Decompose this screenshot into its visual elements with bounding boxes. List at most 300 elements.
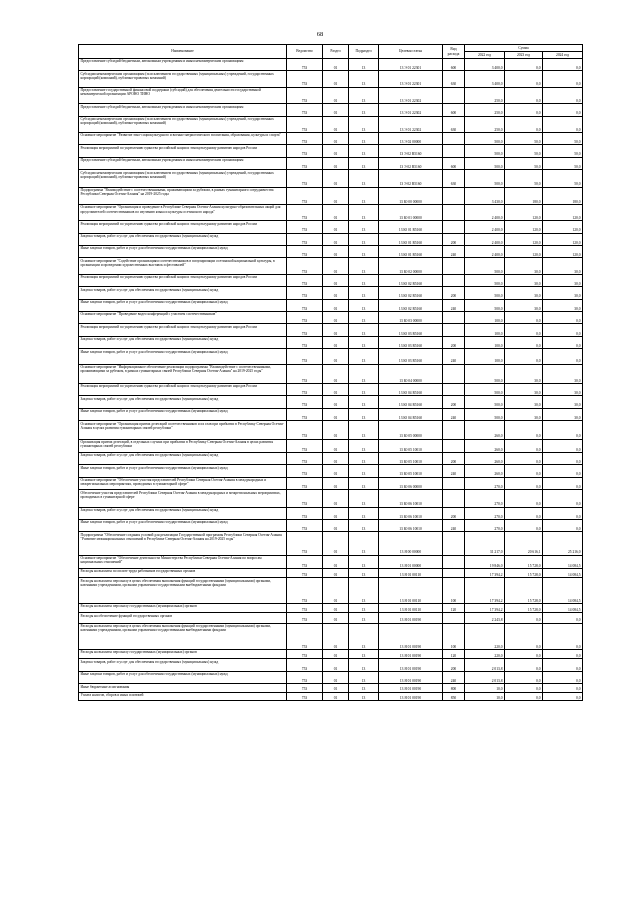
- table-row: [79, 383, 583, 395]
- cell-razdel: 01: [323, 274, 349, 286]
- header-2022: 2022 год: [465, 52, 505, 59]
- header-ved: Ведомство: [287, 45, 323, 59]
- cell-2023: 50,0: [505, 132, 543, 144]
- cell-csr: 13 Э 01 22301: [379, 59, 443, 71]
- cell-vr: 100: [443, 578, 465, 603]
- cell-vr: [443, 569, 465, 578]
- cell-vr: 120: [443, 650, 465, 659]
- cell-ved: 753: [287, 274, 323, 286]
- cell-podrazdel: 13: [349, 555, 379, 568]
- cell-razdel: 01: [323, 221, 349, 233]
- cell-vr: 630: [443, 116, 465, 132]
- cell-podrazdel: 13: [349, 221, 379, 233]
- cell-ved: 753: [287, 569, 323, 578]
- cell-podrazdel: 13: [349, 71, 379, 87]
- cell-name: Основное мероприятие "Организация и проведение в Республике Северная Осетия-Алания культурно-образовательных акций для представителей соотечественников по изучению языка и культуры осетинского народа": [79, 204, 287, 220]
- cell-podrazdel: 13: [349, 274, 379, 286]
- cell-vr: [443, 613, 465, 623]
- cell-name: Обеспечение участия представителей Республики Северная Осетия-Алания в международных и межрегиональных мероприятиях, проводимых в гуманитарной сфере: [79, 490, 287, 507]
- cell-2024: 0,0: [543, 692, 583, 700]
- cell-ved: 753: [287, 421, 323, 439]
- cell-podrazdel: 13: [349, 87, 379, 103]
- cell-vr: 630: [443, 71, 465, 87]
- cell-podrazdel: 13: [349, 603, 379, 612]
- cell-podrazdel: 13: [349, 157, 379, 169]
- cell-2022: 250,0: [465, 104, 505, 116]
- header-2023: 2023 год: [505, 52, 543, 59]
- cell-razdel: 01: [323, 87, 349, 103]
- cell-2024: 30,0: [543, 383, 583, 395]
- cell-csr: 13 Ю 02 R5160: [379, 274, 443, 286]
- cell-razdel: 01: [323, 569, 349, 578]
- cell-2023: 30,0: [505, 274, 543, 286]
- cell-razdel: 01: [323, 383, 349, 395]
- cell-2023: 30,0: [505, 258, 543, 274]
- cell-csr: 13 Я 01 00190: [379, 623, 443, 649]
- cell-2024: 0,0: [543, 349, 583, 364]
- cell-vr: 240: [443, 349, 465, 364]
- header-summa: Сумма: [465, 45, 583, 52]
- table-row: [79, 452, 583, 464]
- table-row: [79, 569, 583, 578]
- header-name: Наименование: [79, 45, 287, 59]
- cell-2022: 500,0: [465, 396, 505, 408]
- cell-2023: 30,0: [505, 408, 543, 420]
- cell-razdel: 01: [323, 578, 349, 603]
- cell-ved: 753: [287, 519, 323, 531]
- cell-2022: 500,0: [465, 383, 505, 395]
- cell-razdel: 01: [323, 650, 349, 659]
- cell-podrazdel: 13: [349, 246, 379, 258]
- table-row: [79, 287, 583, 299]
- table-row: [79, 613, 583, 623]
- cell-razdel: 01: [323, 555, 349, 568]
- cell-podrazdel: 13: [349, 170, 379, 187]
- cell-2023: 15 728,0: [505, 555, 543, 568]
- table-row: [79, 532, 583, 555]
- cell-vr: [443, 274, 465, 286]
- table-row: [79, 132, 583, 144]
- cell-podrazdel: 13: [349, 507, 379, 519]
- cell-ved: 753: [287, 465, 323, 477]
- cell-podrazdel: 13: [349, 439, 379, 452]
- cell-razdel: 01: [323, 312, 349, 324]
- cell-2024: 50,0: [543, 145, 583, 157]
- table-row: [79, 258, 583, 274]
- cell-vr: 240: [443, 671, 465, 683]
- cell-2022: 270,0: [465, 519, 505, 531]
- cell-razdel: 01: [323, 71, 349, 87]
- cell-podrazdel: 13: [349, 613, 379, 623]
- cell-ved: 753: [287, 324, 323, 336]
- table-row: [79, 364, 583, 383]
- cell-ved: 753: [287, 364, 323, 383]
- cell-vr: [443, 312, 465, 324]
- cell-podrazdel: 13: [349, 204, 379, 220]
- cell-podrazdel: 13: [349, 490, 379, 507]
- cell-podrazdel: 13: [349, 532, 379, 555]
- cell-vr: [443, 187, 465, 204]
- cell-csr: 13 Я 01 00190: [379, 659, 443, 671]
- cell-2024: 14 084,5: [543, 555, 583, 568]
- cell-csr: 13 Я 01 00110: [379, 569, 443, 578]
- cell-2023: 0,0: [505, 104, 543, 116]
- cell-2024: 0,0: [543, 684, 583, 692]
- cell-name: Предоставление субсидий бюджетным, автономным учреждениям и иным некоммерческим организациям: [79, 157, 287, 169]
- cell-csr: 13 Ю 05 10010: [379, 439, 443, 452]
- cell-csr: 13 Ю 01 R5160: [379, 221, 443, 233]
- cell-vr: [443, 490, 465, 507]
- cell-razdel: 01: [323, 299, 349, 311]
- cell-csr: 13 Ю 04 R5160: [379, 396, 443, 408]
- cell-ved: 753: [287, 312, 323, 324]
- cell-2022: 2 400,0: [465, 221, 505, 233]
- cell-2024: 0,0: [543, 650, 583, 659]
- cell-2023: 30,0: [505, 364, 543, 383]
- cell-2022: 19 846,0: [465, 555, 505, 568]
- cell-2024: 30,0: [543, 258, 583, 274]
- cell-vr: [443, 477, 465, 489]
- cell-csr: 13 Ю 03 00000: [379, 312, 443, 324]
- cell-ved: 753: [287, 408, 323, 420]
- cell-2024: 0,0: [543, 507, 583, 519]
- cell-podrazdel: 13: [349, 258, 379, 274]
- cell-podrazdel: 13: [349, 671, 379, 683]
- cell-razdel: 01: [323, 452, 349, 464]
- cell-podrazdel: 13: [349, 396, 379, 408]
- cell-podrazdel: 13: [349, 116, 379, 132]
- table-row: [79, 349, 583, 364]
- cell-2023: 0,0: [505, 671, 543, 683]
- cell-ved: 753: [287, 299, 323, 311]
- cell-2024: 180,0: [543, 187, 583, 204]
- cell-name: Реализация мероприятий по укреплению единства российской нации и этнокультурному развитию народов России: [79, 145, 287, 157]
- cell-razdel: 01: [323, 336, 349, 348]
- cell-2023: 50,0: [505, 145, 543, 157]
- table-row: [79, 187, 583, 204]
- table-row: [79, 490, 583, 507]
- cell-name: Закупка товаров, работ и услуг для обеспечения государственных (муниципальных) нужд: [79, 507, 287, 519]
- table-row: [79, 170, 583, 187]
- table-row: [79, 71, 583, 87]
- cell-razdel: 01: [323, 132, 349, 144]
- cell-2024: 30,0: [543, 396, 583, 408]
- cell-2023: 0,0: [505, 507, 543, 519]
- cell-name: Иные закупки товаров, работ и услуг для обеспечения государственных (муниципальных) нужд: [79, 671, 287, 683]
- cell-vr: 200: [443, 507, 465, 519]
- cell-name: Иные закупки товаров, работ и услуг для обеспечения государственных (муниципальных) нужд: [79, 299, 287, 311]
- cell-2024: 0,0: [543, 452, 583, 464]
- cell-razdel: 01: [323, 59, 349, 71]
- cell-name: Основное мероприятие "Информационное обеспечение реализации подпрограммы "Взаимодействие с соотечественниками, проживающими за рубежом, в рамках гуманитарных связей Республики Северная Осетия-Алания" на 2019-2025 годы": [79, 364, 287, 383]
- cell-csr: 13 Я 00 00000: [379, 532, 443, 555]
- cell-2024: 0,0: [543, 613, 583, 623]
- cell-2024: 30,0: [543, 299, 583, 311]
- cell-name: Расходы на выплаты по оплате труда работников государственных органов: [79, 569, 287, 578]
- cell-2023: 30,0: [505, 299, 543, 311]
- cell-2023: 0,0: [505, 87, 543, 103]
- cell-razdel: 01: [323, 613, 349, 623]
- cell-razdel: 01: [323, 477, 349, 489]
- cell-razdel: 01: [323, 170, 349, 187]
- cell-vr: 100: [443, 623, 465, 649]
- cell-name: Основное мероприятие "Содействие организациям соотечественников в популяризации осетинской национальной культуры, в организации и проведении художественных выставок и фестивалей": [79, 258, 287, 274]
- cell-2023: 15 728,0: [505, 603, 543, 612]
- cell-2023: 0,0: [505, 439, 543, 452]
- table-row: [79, 623, 583, 649]
- cell-podrazdel: 13: [349, 623, 379, 649]
- cell-2023: 0,0: [505, 623, 543, 649]
- cell-name: Реализация мероприятий по укреплению единства российской нации и этнокультурному развитию народов России: [79, 383, 287, 395]
- cell-vr: [443, 555, 465, 568]
- cell-2024: 0,0: [543, 59, 583, 71]
- cell-razdel: 01: [323, 233, 349, 245]
- cell-2023: 0,0: [505, 613, 543, 623]
- cell-2024: 0,0: [543, 623, 583, 649]
- table-row: [79, 692, 583, 700]
- table-row: [79, 299, 583, 311]
- budget-table: [78, 44, 583, 701]
- cell-2023: 120,0: [505, 246, 543, 258]
- cell-name: Уплата налогов, сборов и иных платежей: [79, 692, 287, 700]
- cell-2024: 0,0: [543, 71, 583, 87]
- table-row: [79, 650, 583, 659]
- cell-vr: 200: [443, 233, 465, 245]
- cell-2024: 50,0: [543, 157, 583, 169]
- cell-2024: 120,0: [543, 233, 583, 245]
- cell-2023: 120,0: [505, 204, 543, 220]
- cell-2022: 17 394,2: [465, 578, 505, 603]
- cell-csr: 13 Ю 01 R5160: [379, 246, 443, 258]
- cell-2022: 260,0: [465, 465, 505, 477]
- cell-ved: 753: [287, 623, 323, 649]
- cell-csr: 13 Ю 02 00000: [379, 258, 443, 274]
- cell-podrazdel: 13: [349, 684, 379, 692]
- table-row: [79, 477, 583, 489]
- table-row: [79, 671, 583, 683]
- header-podrazdel: Подраздел: [349, 45, 379, 59]
- cell-podrazdel: 13: [349, 408, 379, 420]
- cell-csr: 13 Ю 00 00000: [379, 187, 443, 204]
- cell-podrazdel: 13: [349, 287, 379, 299]
- cell-2024: 30,0: [543, 364, 583, 383]
- cell-csr: 13 Я 01 00190: [379, 671, 443, 683]
- cell-vr: 240: [443, 465, 465, 477]
- cell-razdel: 01: [323, 104, 349, 116]
- cell-name: Субсидии некоммерческим организациям (за исключением государственных (муниципальных) учреждений, государственных корпораций (компаний), публично-правовых компаний): [79, 170, 287, 187]
- cell-ved: 753: [287, 613, 323, 623]
- cell-name: Предоставление субсидий бюджетным, автономным учреждениям и иным некоммерческим организациям: [79, 59, 287, 71]
- cell-name: Предоставление государственной финансовой поддержки (субсидий) для обеспечения деятельности государственной некоммерческой организации АРОНО ТИНО: [79, 87, 287, 103]
- cell-vr: 850: [443, 692, 465, 700]
- cell-vr: [443, 383, 465, 395]
- table-row: [79, 116, 583, 132]
- cell-csr: 13 Э 02 R5160: [379, 170, 443, 187]
- cell-vr: 200: [443, 659, 465, 671]
- table-row: [79, 603, 583, 612]
- cell-podrazdel: 13: [349, 659, 379, 671]
- cell-2024: 30,0: [543, 274, 583, 286]
- cell-podrazdel: 13: [349, 465, 379, 477]
- cell-name: Субсидии некоммерческим организациям (за исключением государственных (муниципальных) учреждений, государственных корпораций (компаний), публично-правовых компаний): [79, 71, 287, 87]
- cell-2024: 0,0: [543, 477, 583, 489]
- cell-2024: 0,0: [543, 519, 583, 531]
- cell-2022: 260,0: [465, 452, 505, 464]
- cell-2022: 3 400,0: [465, 71, 505, 87]
- cell-2023: 180,0: [505, 187, 543, 204]
- cell-vr: 200: [443, 287, 465, 299]
- cell-csr: 13 Ю 03 R5160: [379, 324, 443, 336]
- cell-csr: 13 Ю 06 10010: [379, 490, 443, 507]
- cell-csr: 13 Ю 05 10010: [379, 465, 443, 477]
- cell-2022: 2 400,0: [465, 246, 505, 258]
- cell-razdel: 01: [323, 659, 349, 671]
- cell-2023: 30,0: [505, 396, 543, 408]
- cell-razdel: 01: [323, 692, 349, 700]
- table-row: [79, 396, 583, 408]
- cell-ved: 753: [287, 452, 323, 464]
- cell-2022: 270,0: [465, 477, 505, 489]
- cell-ved: 753: [287, 555, 323, 568]
- cell-ved: 753: [287, 233, 323, 245]
- cell-name: Расходы на выплаты персоналу в целях обеспечения выполнения функций государственными (муниципальными) органами, казенными учреждениями, органами управления государственными внебюджетными фондами: [79, 578, 287, 603]
- cell-2024: 50,0: [543, 132, 583, 144]
- cell-razdel: 01: [323, 396, 349, 408]
- cell-2024: 0,0: [543, 324, 583, 336]
- cell-name: Иные бюджетные ассигнования: [79, 684, 287, 692]
- cell-name: Расходы на выплаты персоналу в целях обеспечения выполнения функций государственными (муниципальными) органами, казенными учреждениями, органами управления государственными внебюджетными фондами: [79, 623, 287, 649]
- cell-podrazdel: 13: [349, 59, 379, 71]
- cell-2023: 15 728,0: [505, 578, 543, 603]
- cell-2023: 0,0: [505, 71, 543, 87]
- table-row: [79, 246, 583, 258]
- cell-podrazdel: 13: [349, 692, 379, 700]
- cell-2024: 0,0: [543, 490, 583, 507]
- cell-csr: 13 Ю 06 10010: [379, 519, 443, 531]
- cell-ved: 753: [287, 59, 323, 71]
- cell-2023: 0,0: [505, 452, 543, 464]
- cell-ved: 753: [287, 671, 323, 683]
- cell-2024: 0,0: [543, 104, 583, 116]
- table-body: [79, 59, 583, 701]
- cell-name: Иные закупки товаров, работ и услуг для обеспечения государственных (муниципальных) нужд: [79, 465, 287, 477]
- cell-podrazdel: 13: [349, 421, 379, 439]
- cell-csr: 13 Э 01 22302: [379, 87, 443, 103]
- cell-vr: 240: [443, 299, 465, 311]
- cell-ved: 753: [287, 71, 323, 87]
- cell-name: Иные закупки товаров, работ и услуг для обеспечения государственных (муниципальных) нужд: [79, 408, 287, 420]
- cell-ved: 753: [287, 221, 323, 233]
- cell-2022: 2 013,8: [465, 671, 505, 683]
- cell-vr: [443, 145, 465, 157]
- table-row: [79, 659, 583, 671]
- cell-podrazdel: 13: [349, 452, 379, 464]
- cell-vr: 120: [443, 603, 465, 612]
- cell-2023: 50,0: [505, 157, 543, 169]
- cell-name: Основное мероприятие "Обеспечение участия представителей Республики Северная Осетия-Алания в международных и межрегиональных мероприятиях, проводимых в гуманитарной сфере": [79, 477, 287, 489]
- cell-2023: 0,0: [505, 465, 543, 477]
- cell-2022: 270,0: [465, 507, 505, 519]
- cell-2022: 270,0: [465, 490, 505, 507]
- cell-podrazdel: 13: [349, 364, 379, 383]
- cell-vr: [443, 132, 465, 144]
- cell-2022: 100,0: [465, 324, 505, 336]
- cell-2023: 0,0: [505, 490, 543, 507]
- cell-csr: 13 Ю 01 R5160: [379, 233, 443, 245]
- cell-2022: 260,0: [465, 439, 505, 452]
- cell-name: Предоставление субсидий бюджетным, автономным учреждениям и иным некоммерческим организациям: [79, 104, 287, 116]
- cell-2022: 100,0: [465, 312, 505, 324]
- cell-podrazdel: 13: [349, 336, 379, 348]
- cell-ved: 753: [287, 692, 323, 700]
- cell-name: Основное мероприятие "Обеспечение деятельности Министерства Республики Северная Осетия-Алания по вопросам национальных отношений": [79, 555, 287, 568]
- cell-csr: 13 Ю 04 R5160: [379, 408, 443, 420]
- cell-vr: 200: [443, 452, 465, 464]
- cell-ved: 753: [287, 684, 323, 692]
- table-row: [79, 336, 583, 348]
- cell-name: Подпрограмма "Обеспечение создания условий для реализации Государственной программы Республики Северная Осетия-Алания "Развитие межнациональных отношений в Республике Северная Осетия-Алания на 2019-2025 годы": [79, 532, 287, 555]
- cell-2023: 0,0: [505, 349, 543, 364]
- cell-podrazdel: 13: [349, 145, 379, 157]
- cell-podrazdel: 13: [349, 569, 379, 578]
- cell-vr: 630: [443, 170, 465, 187]
- cell-2024: 0,0: [543, 439, 583, 452]
- cell-2023: 0,0: [505, 59, 543, 71]
- cell-2022: 17 394,2: [465, 603, 505, 612]
- table-row: [79, 157, 583, 169]
- cell-2024: 25 216,0: [543, 532, 583, 555]
- header-row: [79, 45, 583, 52]
- cell-podrazdel: 13: [349, 233, 379, 245]
- cell-razdel: 01: [323, 258, 349, 274]
- cell-csr: 13 Ю 05 00000: [379, 421, 443, 439]
- table-row: [79, 684, 583, 692]
- cell-2024: 120,0: [543, 204, 583, 220]
- table-row: [79, 204, 583, 220]
- cell-vr: [443, 258, 465, 274]
- cell-name: Основное мероприятие "Развитие этно-социокультурного и военно-патриотического воспитания, образования, культуры и спорта": [79, 132, 287, 144]
- cell-2024: 14 084,5: [543, 603, 583, 612]
- cell-2023: 30,0: [505, 287, 543, 299]
- cell-vr: [443, 364, 465, 383]
- table-row: [79, 439, 583, 452]
- cell-ved: 753: [287, 578, 323, 603]
- cell-ved: 753: [287, 287, 323, 299]
- cell-vr: 600: [443, 157, 465, 169]
- cell-ved: 753: [287, 383, 323, 395]
- cell-razdel: 01: [323, 490, 349, 507]
- cell-2023: 50,0: [505, 170, 543, 187]
- cell-name: Закупка товаров, работ и услуг для обеспечения государственных (муниципальных) нужд: [79, 452, 287, 464]
- cell-podrazdel: 13: [349, 324, 379, 336]
- cell-2022: 500,0: [465, 408, 505, 420]
- cell-2022: 500,0: [465, 132, 505, 144]
- cell-podrazdel: 13: [349, 383, 379, 395]
- cell-vr: [443, 324, 465, 336]
- cell-csr: 13 Ю 02 R5160: [379, 299, 443, 311]
- cell-2022: 17 394,2: [465, 569, 505, 578]
- cell-csr: 13 Ю 01 00000: [379, 204, 443, 220]
- cell-csr: 13 Я 01 00190: [379, 684, 443, 692]
- header-vr: Вид расхода: [443, 45, 465, 59]
- table-row: [79, 507, 583, 519]
- table-row: [79, 555, 583, 568]
- cell-vr: [443, 421, 465, 439]
- cell-ved: 753: [287, 145, 323, 157]
- cell-podrazdel: 13: [349, 477, 379, 489]
- cell-2023: 0,0: [505, 519, 543, 531]
- cell-name: Расходы на обеспечение функций государственных органов: [79, 613, 287, 623]
